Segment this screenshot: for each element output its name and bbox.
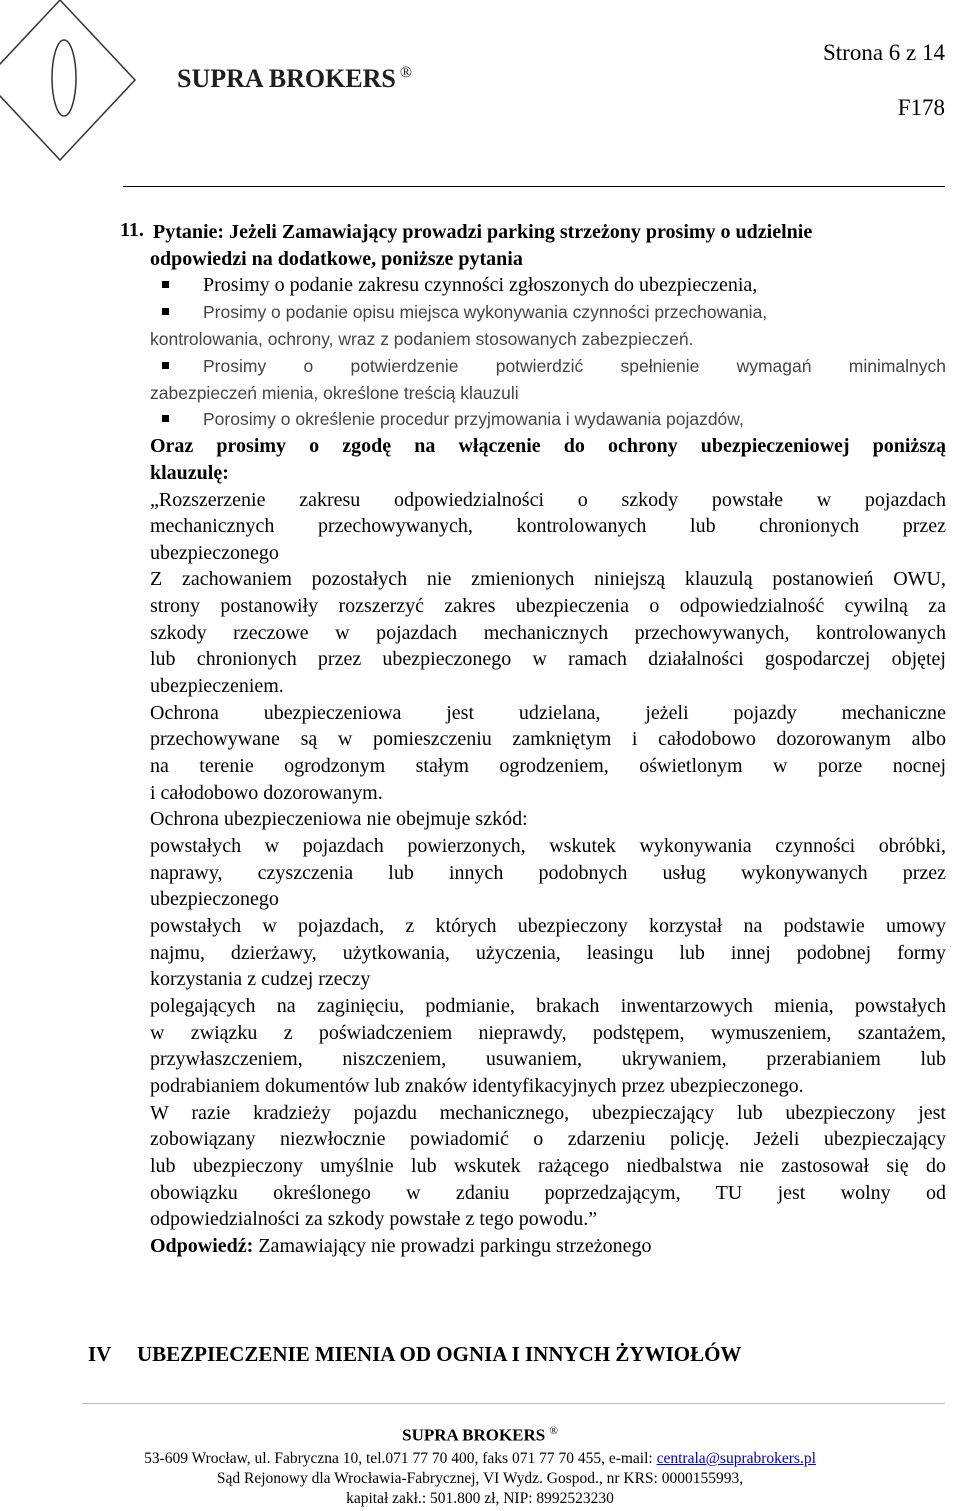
clause-line: w związku z poświadczeniem nieprawdy, podstępem, wymuszeniem, szantażem, (150, 1022, 946, 1044)
bullet-icon (162, 362, 169, 369)
clause-line: zobowiązany niezwłocznie powiadomić o zdarzeniu policję. Jeżeli ubezpieczający (150, 1128, 946, 1150)
list-item: Prosimy o podanie zakresu czynności zgłoszonych do ubezpieczenia, (150, 272, 946, 298)
clause-line: ubezpieczonego (150, 888, 279, 910)
bullet-icon (162, 281, 169, 288)
clause-line: Ochrona ubezpieczeniowa jest udzielana, jeżeli pojazdy mechaniczne (150, 702, 946, 724)
clause-line: i całodobowo dozorowanym. (150, 782, 383, 804)
clause-line: lub ubezpieczony umyślnie lub wskutek rażącego niedbalstwa nie zastosował się do (150, 1155, 946, 1177)
footer-court: Sąd Rejonowy dla Wrocławia-Fabrycznej, VI Wydz. Gospod., nr KRS: 0000155993, (216, 1470, 744, 1487)
question-number: 11. (120, 219, 144, 241)
bullet-icon (162, 415, 169, 422)
section-title: UBEZPIECZENIE MIENIA OD OGNIA I INNYCH ŻYWIOŁÓW (137, 1342, 742, 1366)
brand-name: SUPRA BROKERS ® (177, 64, 413, 93)
clause-line: powstałych w pojazdach powierzonych, wskutek wykonywania czynności obróbki, (150, 835, 946, 857)
footer-email-link[interactable]: centrala@suprabrokers.pl (656, 1450, 816, 1467)
footer-capital: kapitał zakł.: 501.800 zł, NIP: 8992523230 (346, 1490, 614, 1507)
footer-address: 53-609 Wrocław, ul. Fabryczna 10, tel.071 77 70 400, faks 071 77 70 455, e-mail: centrala@suprabrokers.pl (144, 1450, 816, 1467)
clause-line: na terenie ogrodzonym stałym ogrodzeniem, oświetlonym w porze nocnej (150, 755, 946, 777)
clause-line: polegających na zaginięciu, podmianie, brakach inwentarzowych mienia, powstałych (150, 995, 946, 1017)
footer-brand: SUPRA BROKERS ® (402, 1425, 558, 1445)
clause-line: strony postanowiły rozszerzyć zakres ubezpieczenia o odpowiedzialność cywilną za (150, 595, 946, 617)
question-title-cont: odpowiedzi na dodatkowe, poniższe pytania (150, 248, 523, 270)
clause-line: ubezpieczeniem. (150, 675, 284, 697)
clause-line: powstałych w pojazdach, z których ubezpieczony korzystał na podstawie umowy (150, 915, 946, 937)
header-divider (123, 186, 945, 187)
answer-label: Odpowiedź: (150, 1235, 254, 1257)
clause-line: W razie kradzieży pojazdu mechanicznego, ubezpieczający lub ubezpieczony jest (150, 1102, 946, 1124)
clause-line: „Rozszerzenie zakresu odpowiedzialności o szkody powstałe w pojazdach (150, 489, 946, 511)
page-number: Strona 6 z 14 (822, 40, 945, 65)
answer-text: Zamawiający nie prowadzi parkingu strzeżonego (253, 1235, 652, 1257)
clause-line: przechowywane są w pomieszczeniu zamkniętym i całodobowo dozorowanym albo (150, 728, 946, 750)
clause-line: mechanicznych przechowywanych, kontrolowanych lub chronionych przez (150, 515, 946, 537)
clause-line: lub chronionych przez ubezpieczonego w ramach działalności gospodarczej objętej (150, 648, 946, 670)
document-code: F178 (897, 95, 945, 120)
clause-line: Ochrona ubezpieczeniowa nie obejmuje szkód: (150, 808, 528, 830)
answer (150, 1233, 946, 1259)
list-item-cont: kontrolowania, ochrony, wraz z podaniem stosowanych zabezpieczeń. (150, 329, 694, 349)
footer-divider (82, 1403, 945, 1404)
section-number: IV (88, 1342, 112, 1366)
clause-line: podrabianiem dokumentów lub znaków identyfikacyjnych przez ubezpieczonego. (150, 1075, 804, 1097)
clause-line: naprawy, czyszczenia lub innych podobnych usług wykonywanych przez (150, 862, 946, 884)
consent-request-cont: klauzulę: (150, 462, 229, 484)
list-item: Porosimy o określenie procedur przyjmowania i wydawania pojazdów, (150, 406, 946, 432)
clause-line: najmu, dzierżawy, użytkowania, użyczenia, leasingu lub innej podobnej formy (150, 942, 946, 964)
clause-line: szkody rzeczowe w pojazdach mechanicznych przechowywanych, kontrolowanych (150, 622, 946, 644)
company-logo (0, 0, 140, 170)
list-item: Prosimy o podanie opisu miejsca wykonywania czynności przechowania, (150, 299, 946, 325)
clause-line: korzystania z cudzej rzeczy (150, 968, 371, 990)
clause-line: Z zachowaniem pozostałych nie zmienionych niniejszą klauzulą postanowień OWU, (150, 568, 946, 590)
clause-line: przywłaszczeniem, niszczeniem, usuwaniem, ukrywaniem, przerabianiem lub (150, 1048, 946, 1070)
clause-line: odpowiedzialności za szkody powstałe z tego powodu.” (150, 1208, 598, 1230)
question-title: Pytanie: Jeżeli Zamawiający prowadzi parking strzeżony prosimy o udzielnie (153, 221, 813, 243)
list-item: Prosimy o potwierdzenie potwierdzić spełnienie wymagań minimalnych (150, 353, 946, 379)
bullet-icon (162, 308, 169, 315)
clause-line: ubezpieczonego (150, 542, 279, 564)
clause-line: obowiązku określonego w zdaniu poprzedzającym, TU jest wolny od (150, 1182, 946, 1204)
list-item-cont: zabezpieczeń mienia, określone treścią klauzuli (150, 383, 519, 403)
consent-request: Oraz prosimy o zgodę na włączenie do ochrony ubezpieczeniowej poniższą (150, 435, 946, 457)
